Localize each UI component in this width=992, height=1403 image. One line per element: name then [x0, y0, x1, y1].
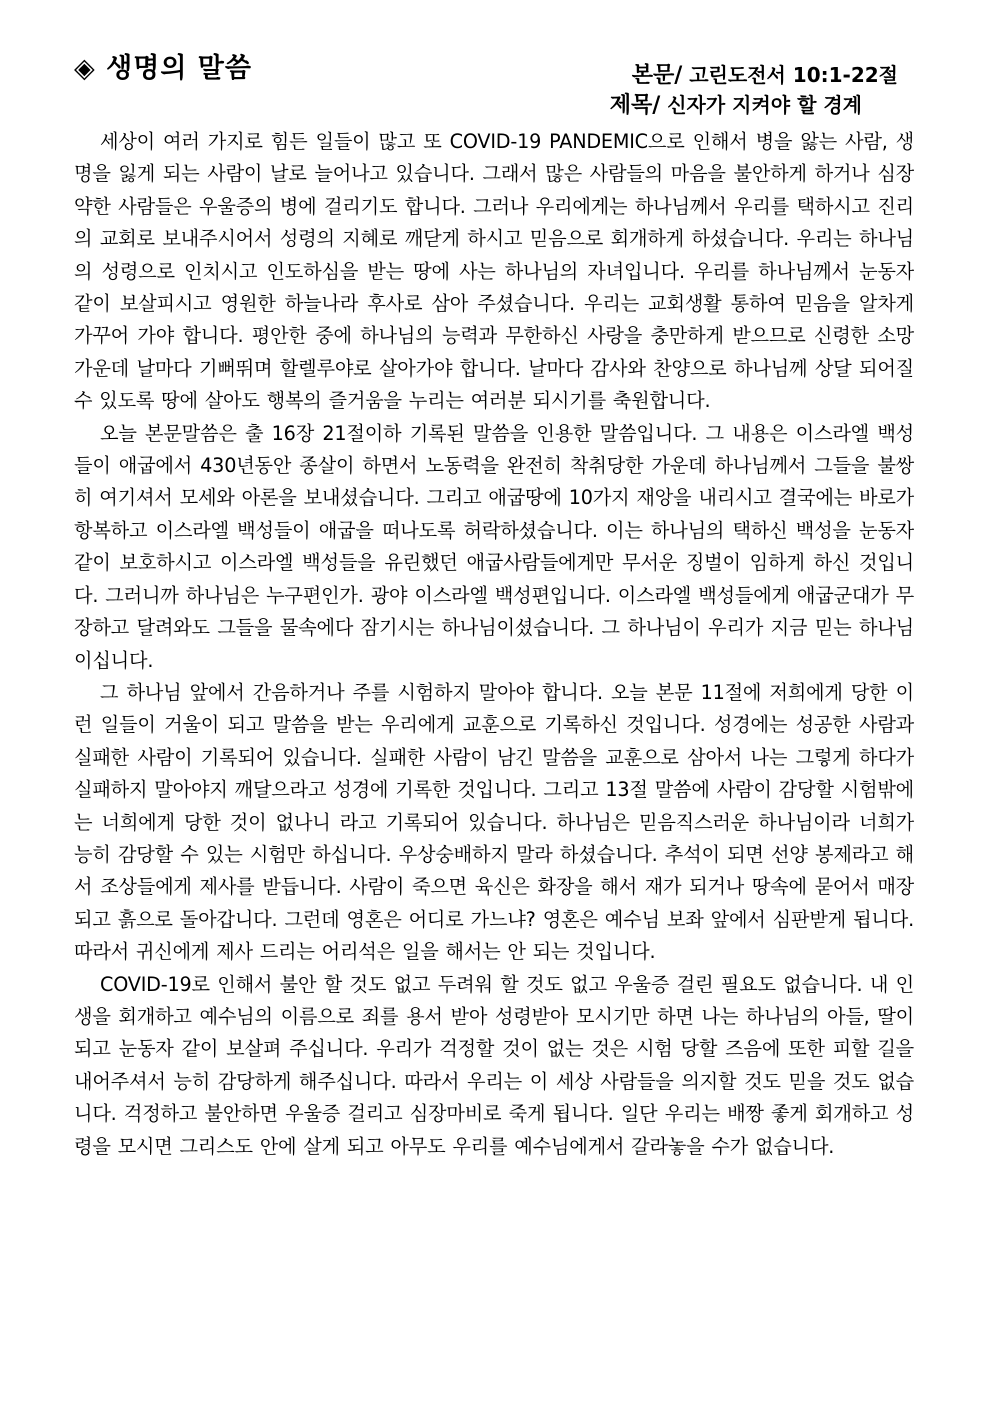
- sermon-title-label: 제목/: [609, 92, 661, 118]
- scripture-value: 고린도전서 10:1-22절: [689, 63, 898, 87]
- paragraph-1: 세상이 여러 가지로 힘든 일들이 많고 또 COVID-19 PANDEMIC으로 인해서 병을 앓는 사람, 생명을 잃게 되는 사람이 날로 늘어나고 있습니다. 그래서 많은 사람들의 마음을 불안하게 하거나 심장 약한 사람들은 우울증의 병에 걸리기도 합니다. 그러나 우리에게는 하나님께서 우리를 택하시고 진리의 교회로 보내주시어서 성령의 지혜로 깨닫게 하시고 믿음으로 회개하게 하셨습니다. 우리는 하나님의 성령으로 인치시고 인도하심을 받는 땅에 사는 하나님의 자녀입니다. 우리를 하나님께서 눈동자 같이 보살피시고 영원한 하늘나라 후사로 삼아 주셨습니다. 우리는 교회생활 통하여 믿음을 알차게 가꾸어 가야 합니다. 평안한 중에 하나님의 능력과 무한하신 사랑을 충만하게 받으므로 신령한 소망가운데 날마다 기뻐뛰며 할렐루야로 살아가야 합니다. 날마다 감사와 찬양으로 하나님께 상달 되어질 수 있도록 땅에 살아도 행복의 즐거움을 누리는 여러분 되시기를 축원합니다.: [74, 130, 914, 413]
- scripture-label: 본문/: [631, 62, 683, 88]
- sermon-body: [74, 126, 914, 1163]
- section-title: ◈ 생명의 말씀: [74, 53, 252, 84]
- sermon-title: [610, 88, 862, 119]
- sermon-title-value: 신자가 지켜야 할 경계: [667, 93, 862, 117]
- paragraph-3: 그 하나님 앞에서 간음하거나 주를 시험하지 말아야 합니다. 오늘 본문 11절에 저희에게 당한 이런 일들이 거울이 되고 말씀을 받는 우리에게 교훈으로 기록하신 것입니다. 성경에는 성공한 사람과 실패한 사람이 기록되어 있습니다. 실패한 사람이 남긴 말씀을 교훈으로 삼아서 나는 그렇게 하다가 실패하지 말아야지 깨달으라고 성경에 기록한 것입니다. 그리고 13절 말씀에 사람이 감당할 시험밖에는 너희에게 당한 것이 없나니 라고 기록되어 있습니다. 하나님은 믿음직스러운 하나님이라 너희가 능히 감당할 수 있는 시험만 하십니다. 우상숭배하지 말라 하셨습니다. 추석이 되면 선양 봉제라고 해서 조상들에게 제사를 받듭니다. 사람이 죽으면 육신은 화장을 해서 재가 되거나 땅속에 묻어서 매장되고 흙으로 돌아갑니다. 그런데 영혼은 어디로 가느냐? 영혼은 예수님 보좌 앞에서 심판받게 됩니다. 따라서 귀신에게 제사 드리는 어리석은 일을 해서는 안 되는 것입니다.: [74, 680, 914, 964]
- scripture-reference: [632, 58, 898, 89]
- sermon-header: [74, 46, 920, 126]
- paragraph-4: COVID-19로 인해서 불안 할 것도 없고 두려워 할 것도 없고 우울증 걸린 필요도 없습니다. 내 인생을 회개하고 예수님의 이름으로 죄를 용서 받아 성령받아 모시기만 하면 나는 하나님의 아들, 딸이 되고 눈동자 같이 보살펴 주십니다. 우리가 걱정할 것이 없는 것은 시험 당할 즈음에 또한 피할 길을 내어주셔서 능히 감당하게 해주십니다. 따라서 우리는 이 세상 사람들을 의지할 것도 믿을 것도 없습니다. 걱정하고 불안하면 우울증 걸리고 심장마비로 죽게 됩니다. 일단 우리는 배짱 좋게 회개하고 성령을 모시면 그리스도 안에 살게 되고 아무도 우리를 예수님에게서 갈라놓을 수가 없습니다.: [74, 972, 914, 1158]
- paragraph-2: 오늘 본문말씀은 출 16장 21절이하 기록된 말씀을 인용한 말씀입니다. 그 내용은 이스라엘 백성들이 애굽에서 430년동안 종살이 하면서 노동력을 완전히 착취당한 가운데 하나님께서 그들을 불쌍히 여기셔서 모세와 아론을 보내셨습니다. 그리고 애굽땅에 10가지 재앙을 내리시고 결국에는 바로가 항복하고 이스라엘 백성들이 애굽을 떠나도록 허락하셨습니다. 이는 하나님의 택하신 백성을 눈동자 같이 보호하시고 이스라엘 백성들을 유린했던 애굽사람들에게만 무서운 징벌이 임하게 하신 것입니다. 그러니까 하나님은 누구편인가. 광야 이스라엘 백성편입니다. 이스라엘 백성들에게 애굽군대가 무장하고 달려와도 그들을 물속에다 잠기시는 하나님이셨습니다. 그 하나님이 우리가 지금 믿는 하나님이십니다.: [74, 421, 914, 672]
